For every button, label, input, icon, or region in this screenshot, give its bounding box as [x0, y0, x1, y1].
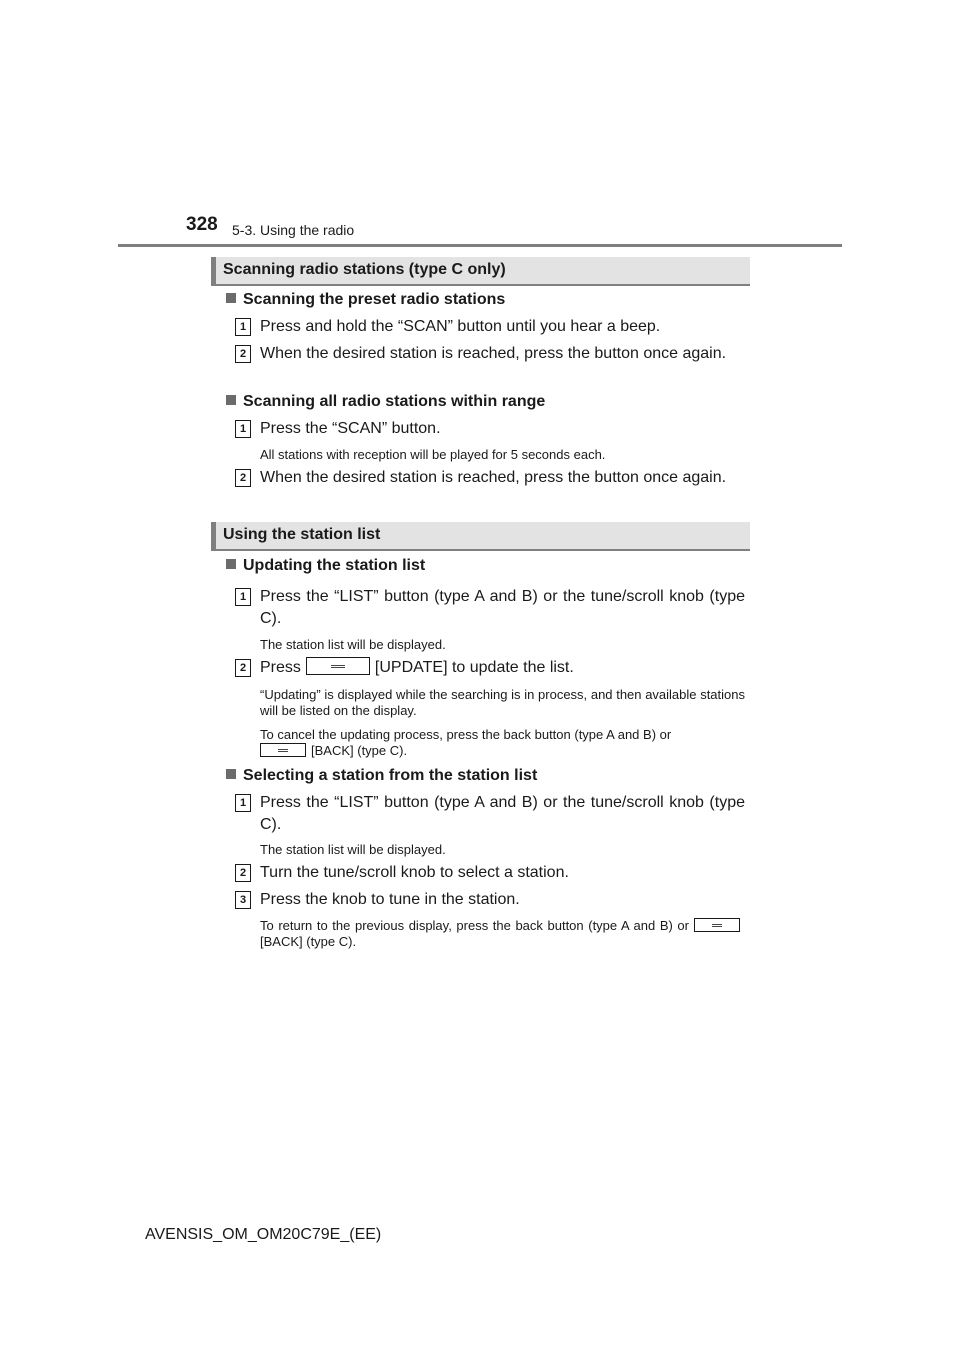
step-number: 1: [235, 588, 251, 606]
subhead-scan-preset: [226, 291, 505, 309]
step-text-post: [UPDATE] to update the list.: [374, 659, 574, 676]
subhead-select-station: [226, 767, 537, 785]
note-text: [260, 918, 745, 950]
note-text-pre: To cancel the updating process, press the back button (type A and B) or: [260, 727, 672, 742]
step-number: 2: [235, 345, 251, 363]
step-number: 1: [235, 420, 251, 438]
note-text: [260, 727, 745, 759]
step-number: 2: [235, 469, 251, 487]
header-rule: [118, 244, 842, 247]
square-bullet-icon: [226, 769, 236, 779]
square-bullet-icon: [226, 559, 236, 569]
screen-button-icon: [306, 657, 370, 675]
step-text: When the desired station is reached, press the button once again.: [260, 469, 727, 486]
step-text: Press the knob to tune in the station.: [260, 891, 520, 908]
step-number: 1: [235, 794, 251, 812]
note-text: The station list will be displayed.: [260, 637, 446, 652]
banner-title: Scanning radio stations (type C only): [223, 261, 506, 278]
step-number: 2: [235, 864, 251, 882]
subhead-scan-all: [226, 393, 545, 411]
step-number: 2: [235, 659, 251, 677]
step-text: When the desired station is reached, press the button once again.: [260, 345, 727, 362]
note-text-post: [BACK] (type C).: [260, 934, 357, 949]
screen-button-icon: [260, 743, 306, 757]
step-text: Press the “LIST” button (type A and B) or the tune/scroll knob (type C).: [260, 588, 745, 627]
banner-title: Using the station list: [223, 526, 381, 543]
step-text: [260, 657, 745, 679]
subhead-update-list: [226, 557, 425, 575]
subhead-text: Scanning the preset radio stations: [243, 291, 506, 308]
subhead-text: Updating the station list: [243, 557, 426, 574]
note-text-pre: To return to the previous display, press the back button (type A and B) or: [260, 918, 689, 933]
step-number: 1: [235, 318, 251, 336]
section-title: 5-3. Using the radio: [232, 222, 355, 238]
note-text-post: [BACK] (type C).: [311, 743, 408, 758]
step-text: Press and hold the “SCAN” button until you hear a beep.: [260, 318, 661, 335]
note-text: The station list will be displayed.: [260, 842, 446, 857]
step-text: Press the “LIST” button (type A and B) or the tune/scroll knob (type C).: [260, 794, 745, 833]
step-number: 3: [235, 891, 251, 909]
square-bullet-icon: [226, 293, 236, 303]
section-banner-station-list: [211, 522, 750, 551]
square-bullet-icon: [226, 395, 236, 405]
step-text: Press the “SCAN” button.: [260, 420, 441, 437]
step-text-pre: Press: [260, 659, 301, 676]
subhead-text: Scanning all radio stations within range: [243, 393, 546, 410]
section-banner-scanning: [211, 257, 750, 286]
screen-button-icon: [694, 918, 740, 932]
footer-code: AVENSIS_OM_OM20C79E_(EE): [145, 1226, 382, 1243]
note-text: “Updating” is displayed while the searching is in process, and then available stations will be listed on the display.: [260, 687, 745, 718]
page-number: 328: [186, 214, 218, 235]
subhead-text: Selecting a station from the station list: [243, 767, 538, 784]
step-text: Turn the tune/scroll knob to select a station.: [260, 864, 569, 881]
note-text: All stations with reception will be played for 5 seconds each.: [260, 447, 606, 462]
